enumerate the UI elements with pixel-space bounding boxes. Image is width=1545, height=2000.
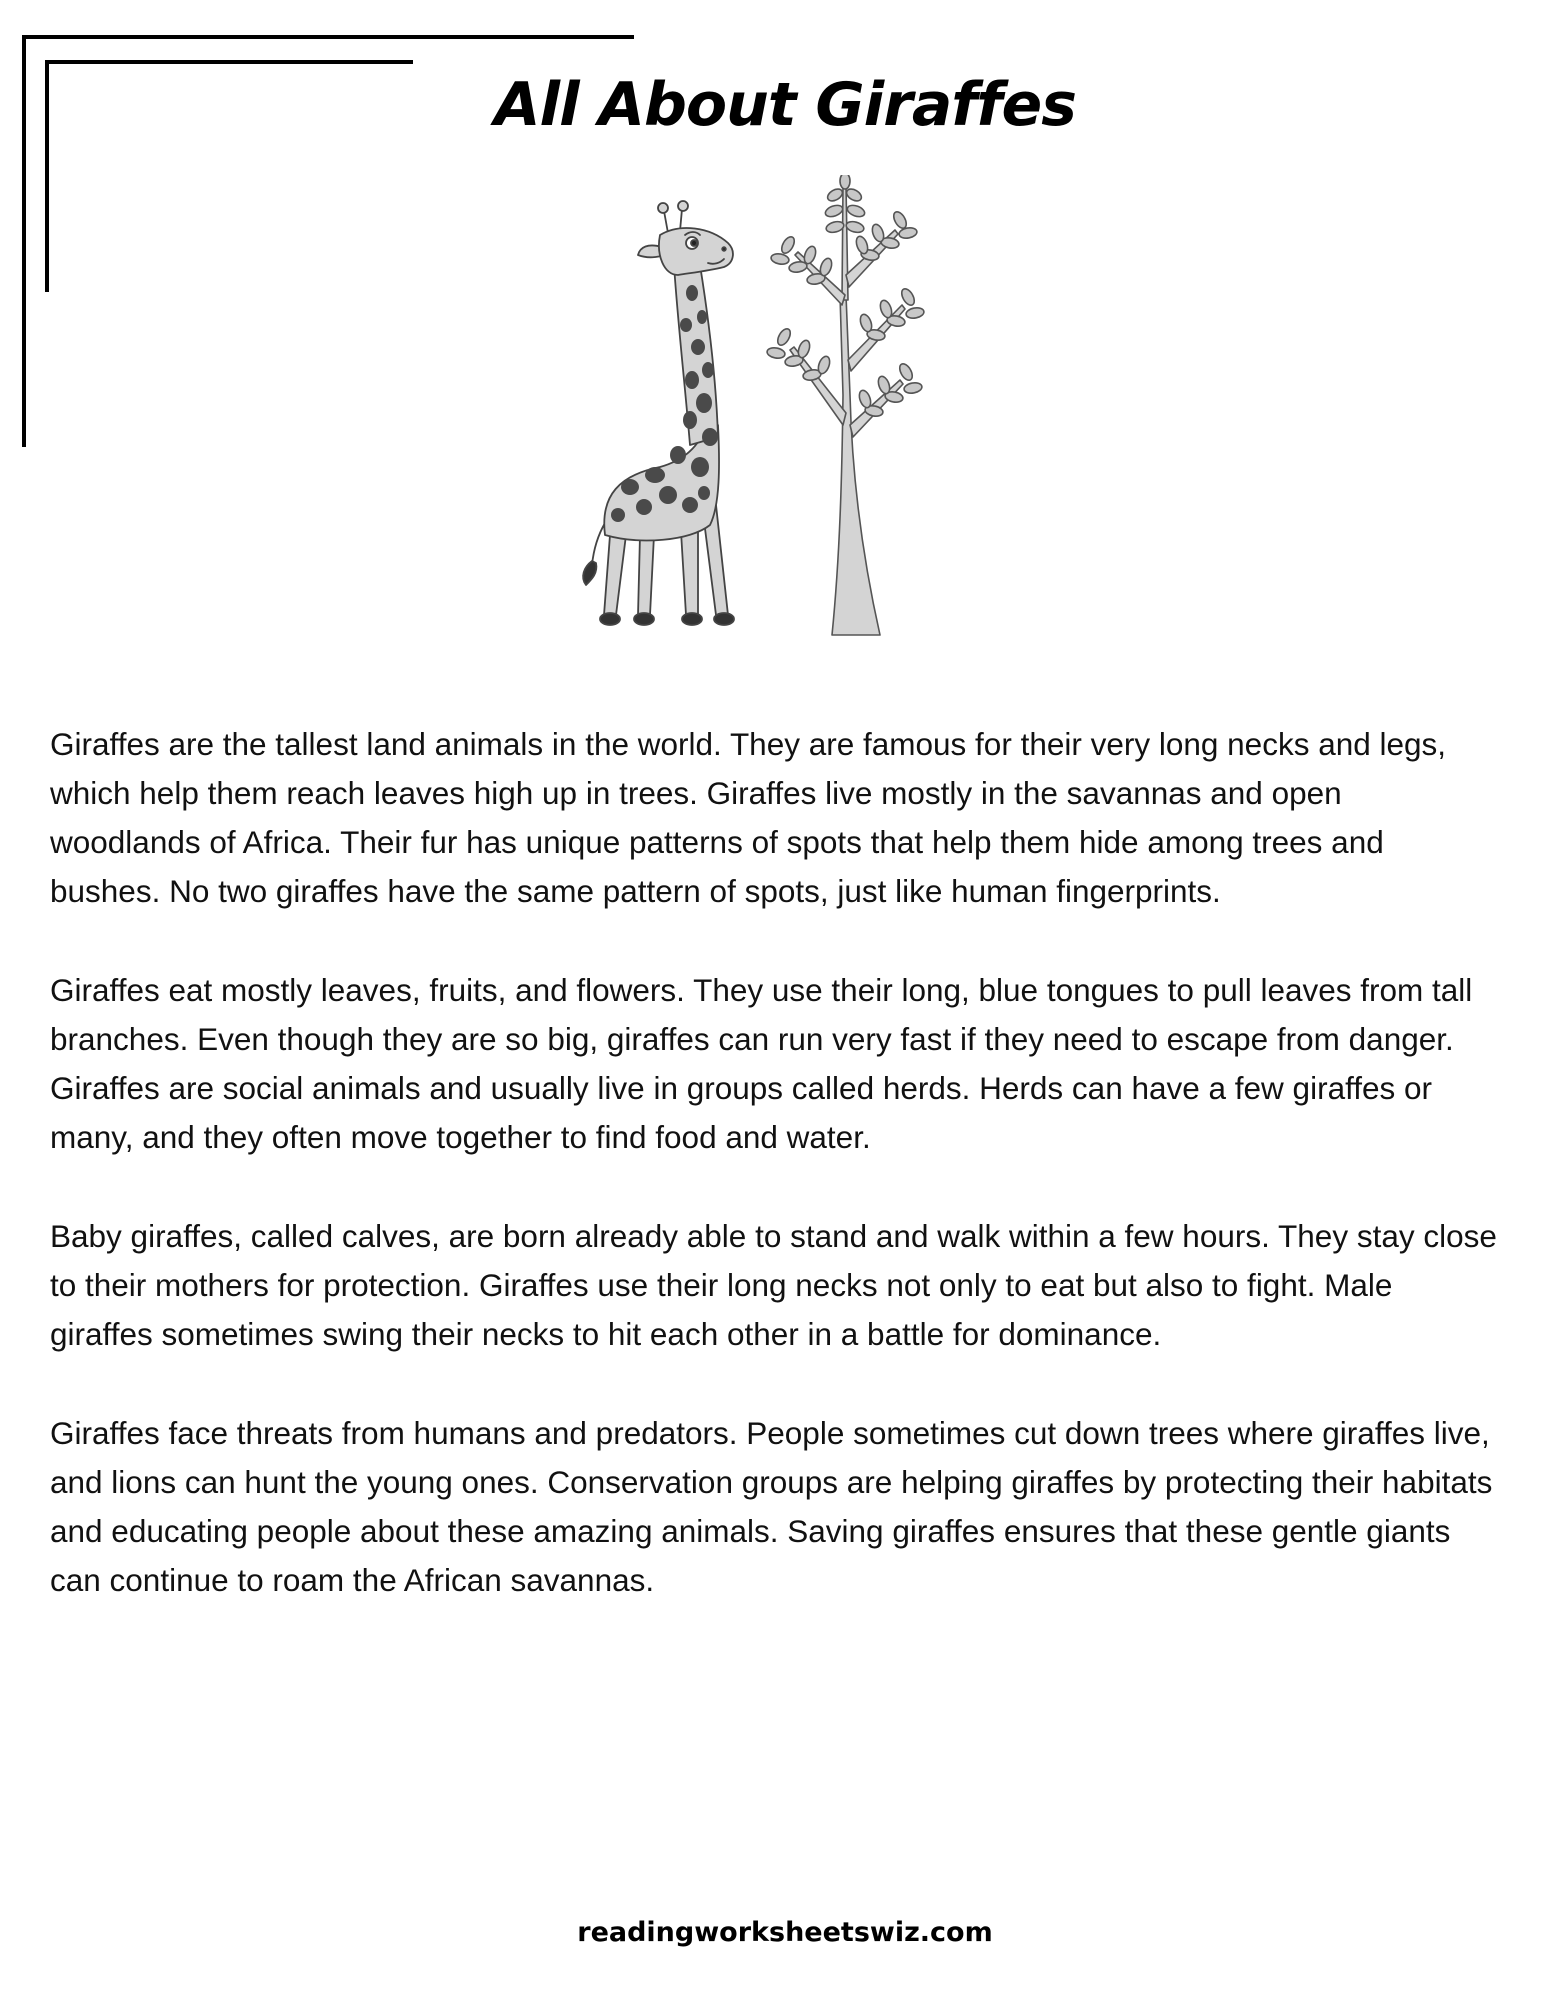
paragraph-2: Giraffes eat mostly leaves, fruits, and flowers. They use their long, blue tongues to pull leaves from tall branches. Even though they are so big, giraffes can run very fast if they need to escape from danger. Giraffes are social animals and usually live in groups called herds. Herds can have a few giraffes or many, and they often move together to find food and water. — [50, 972, 1473, 1155]
paragraph-4: Giraffes face threats from humans and predators. People sometimes cut down trees where giraffes live, and lions can hunt the young ones. Conservation groups are helping giraffes by protecting their habitats and educating people about these amazing animals. Saving giraffes ensures that these gentle giants can continue to roam the African savannas. — [50, 1415, 1493, 1598]
paragraph-1: Giraffes are the tallest land animals in the world. They are famous for their very long necks and legs, which help them reach leaves high up in trees. Giraffes live mostly in the savannas and open woodlands of Africa. Their fur has unique patterns of spots that help them hide among trees and bushes. No two giraffes have the same pattern of spots, just like human fingerprints. — [50, 726, 1447, 909]
giraffe-icon — [583, 201, 734, 625]
corner-frame-inner-top — [45, 60, 413, 64]
page-title: All About Giraffes — [494, 70, 1076, 140]
tree-icon — [766, 175, 924, 635]
paragraph-3: Baby giraffes, called calves, are born already able to stand and walk within a few hours. They stay close to their mothers for protection. Giraffes use their long necks not only to eat but also to fight. Male giraffes sometimes swing their necks to hit each other in a battle for dominance. — [50, 1218, 1497, 1352]
footer-website: readingworksheetswiz.com — [577, 1917, 993, 1948]
corner-frame-outer-top — [22, 35, 634, 39]
article-body — [50, 720, 1500, 1655]
giraffe-tree-illustration — [540, 175, 980, 665]
